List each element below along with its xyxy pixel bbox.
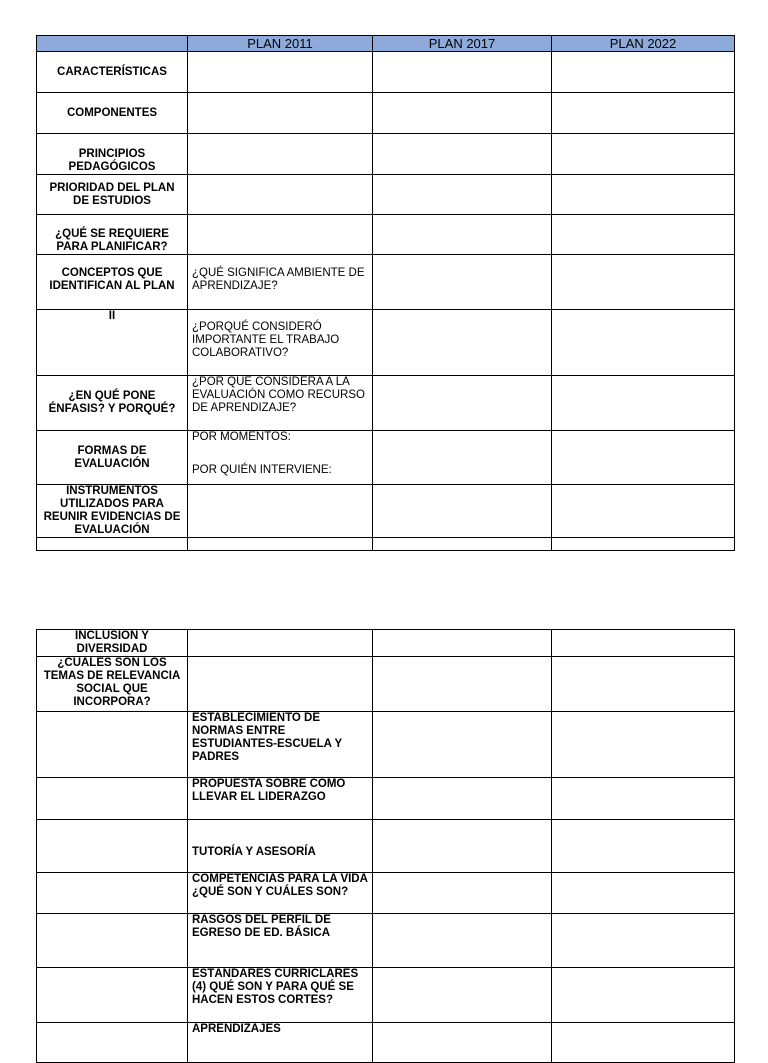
- cell-2011[interactable]: [188, 485, 373, 538]
- cell-2022[interactable]: [552, 657, 735, 712]
- empty-cell: [188, 538, 373, 551]
- cell-2011[interactable]: [188, 52, 373, 93]
- row-label-que-requiere: ¿QUÉ SE REQUIERE PARA PLANIFICAR?: [37, 215, 188, 255]
- row-label-formas: FORMAS DE EVALUACIÓN: [37, 431, 188, 485]
- cell-2017[interactable]: [373, 175, 552, 215]
- question-trabajo: ¿PORQUÉ CONSIDERÓ IMPORTANTE EL TRABAJO COLABORATIVO?: [188, 310, 373, 376]
- cell-2017[interactable]: [373, 93, 552, 134]
- cell-2011[interactable]: [188, 134, 373, 175]
- header-plan-2011: PLAN 2011: [188, 36, 373, 52]
- empty-label-cell: [37, 1023, 188, 1063]
- row-label-componentes: COMPONENTES: [37, 93, 188, 134]
- row-label-ii: II: [37, 310, 188, 376]
- cell-2022[interactable]: [552, 134, 735, 175]
- cell-2022[interactable]: [552, 778, 735, 820]
- row-label-prioridad: PRIORIDAD DEL PLAN DE ESTUDIOS: [37, 175, 188, 215]
- cell-2022[interactable]: [552, 914, 735, 968]
- question-ambiente: ¿QUÉ SIGNIFICA AMBIENTE DE APRENDIZAJE?: [188, 255, 373, 310]
- cell-2017[interactable]: [373, 873, 552, 914]
- header-plan-2017: PLAN 2017: [373, 36, 552, 52]
- cell-2011[interactable]: [188, 175, 373, 215]
- empty-label-cell: [37, 778, 188, 820]
- table-plans-1: [36, 35, 735, 551]
- question-estandares: ESTÁNDARES CURRICLARES (4) QUÉ SON Y PARA QUÉ SE HACEN ESTOS CORTES?: [188, 968, 373, 1023]
- question-rasgos: RASGOS DEL PERFIL DE EGRESO DE ED. BÁSICA: [188, 914, 373, 968]
- cell-2022[interactable]: [552, 215, 735, 255]
- cell-2017[interactable]: [373, 630, 552, 657]
- empty-label-cell: [37, 712, 188, 778]
- header-plan-2022: PLAN 2022: [552, 36, 735, 52]
- cell-2017[interactable]: [373, 431, 552, 485]
- cell-2022[interactable]: [552, 968, 735, 1023]
- cell-2022[interactable]: [552, 52, 735, 93]
- cell-2011[interactable]: [188, 93, 373, 134]
- cell-2022[interactable]: [552, 431, 735, 485]
- header-empty: [37, 36, 188, 52]
- cell-2022[interactable]: [552, 175, 735, 215]
- cell-2017[interactable]: [373, 778, 552, 820]
- formas-cell: [188, 431, 373, 485]
- question-tutoria: TUTORÍA Y ASESORÍA: [188, 820, 373, 873]
- cell-2017[interactable]: [373, 968, 552, 1023]
- cell-2017[interactable]: [373, 914, 552, 968]
- cell-2011[interactable]: [188, 657, 373, 712]
- cell-2017[interactable]: [373, 215, 552, 255]
- question-quien: POR QUIÉN INTERVIENE:: [192, 464, 332, 476]
- cell-2022[interactable]: [552, 93, 735, 134]
- cell-2022[interactable]: [552, 630, 735, 657]
- cell-2022[interactable]: [552, 712, 735, 778]
- cell-2022[interactable]: [552, 820, 735, 873]
- empty-label-cell: [37, 873, 188, 914]
- question-competencias: COMPETENCIAS PARA LA VIDA ¿QUÉ SON Y CUÁLES SON?: [188, 873, 373, 914]
- cell-2022[interactable]: [552, 310, 735, 376]
- cell-2022[interactable]: [552, 485, 735, 538]
- empty-cell: [37, 538, 188, 551]
- cell-2017[interactable]: [373, 1023, 552, 1063]
- cell-2017[interactable]: [373, 485, 552, 538]
- row-label-instrumentos: INSTRUMENTOS UTILIZADOS PARA REUNIR EVIDENCIAS DE EVALUACIÓN: [37, 485, 188, 538]
- cell-2017[interactable]: [373, 134, 552, 175]
- empty-label-cell: [37, 968, 188, 1023]
- question-aprendizajes: APRENDIZAJES: [188, 1023, 373, 1063]
- row-label-principios: PRINCIPIOS PEDAGÓGICOS: [37, 134, 188, 175]
- cell-2022[interactable]: [552, 376, 735, 431]
- question-momentos: POR MOMENTOS:: [192, 431, 291, 443]
- cell-2017[interactable]: [373, 820, 552, 873]
- cell-2017[interactable]: [373, 255, 552, 310]
- question-normas: ESTABLECIMIENTO DE NORMAS ENTRE ESTUDIANTES-ESCUELA Y PADRES: [188, 712, 373, 778]
- question-liderazgo: PROPUESTA SOBRE CÓMO LLEVAR EL LIDERAZGO: [188, 778, 373, 820]
- row-label-inclusion: INCLUSIÓN Y DIVERSIDAD: [37, 630, 188, 657]
- question-evaluacion: ¿POR QUÉ CONSIDERA A LA EVALUACIÓN COMO RECURSO DE APRENDIZAJE?: [188, 376, 373, 431]
- empty-cell: [552, 538, 735, 551]
- cell-2011[interactable]: [188, 215, 373, 255]
- cell-2017[interactable]: [373, 657, 552, 712]
- cell-2017[interactable]: [373, 310, 552, 376]
- cell-2011[interactable]: [188, 630, 373, 657]
- empty-label-cell: [37, 914, 188, 968]
- cell-2017[interactable]: [373, 376, 552, 431]
- table-plans-2: [36, 629, 735, 1063]
- empty-cell: [373, 538, 552, 551]
- empty-label-cell: [37, 820, 188, 873]
- cell-2017[interactable]: [373, 52, 552, 93]
- cell-2022[interactable]: [552, 255, 735, 310]
- row-label-temas: ¿CUÁLES SON LOS TEMAS DE RELEVANCIA SOCIAL QUE INCORPORA?: [37, 657, 188, 712]
- row-label-conceptos: CONCEPTOS QUE IDENTIFICAN AL PLAN: [37, 255, 188, 310]
- row-label-enfasis: ¿EN QUÉ PONE ÉNFASIS? Y PORQUÉ?: [37, 376, 188, 431]
- cell-2022[interactable]: [552, 1023, 735, 1063]
- cell-2022[interactable]: [552, 873, 735, 914]
- cell-2017[interactable]: [373, 712, 552, 778]
- row-label-caracteristicas: CARACTERÍSTICAS: [37, 52, 188, 93]
